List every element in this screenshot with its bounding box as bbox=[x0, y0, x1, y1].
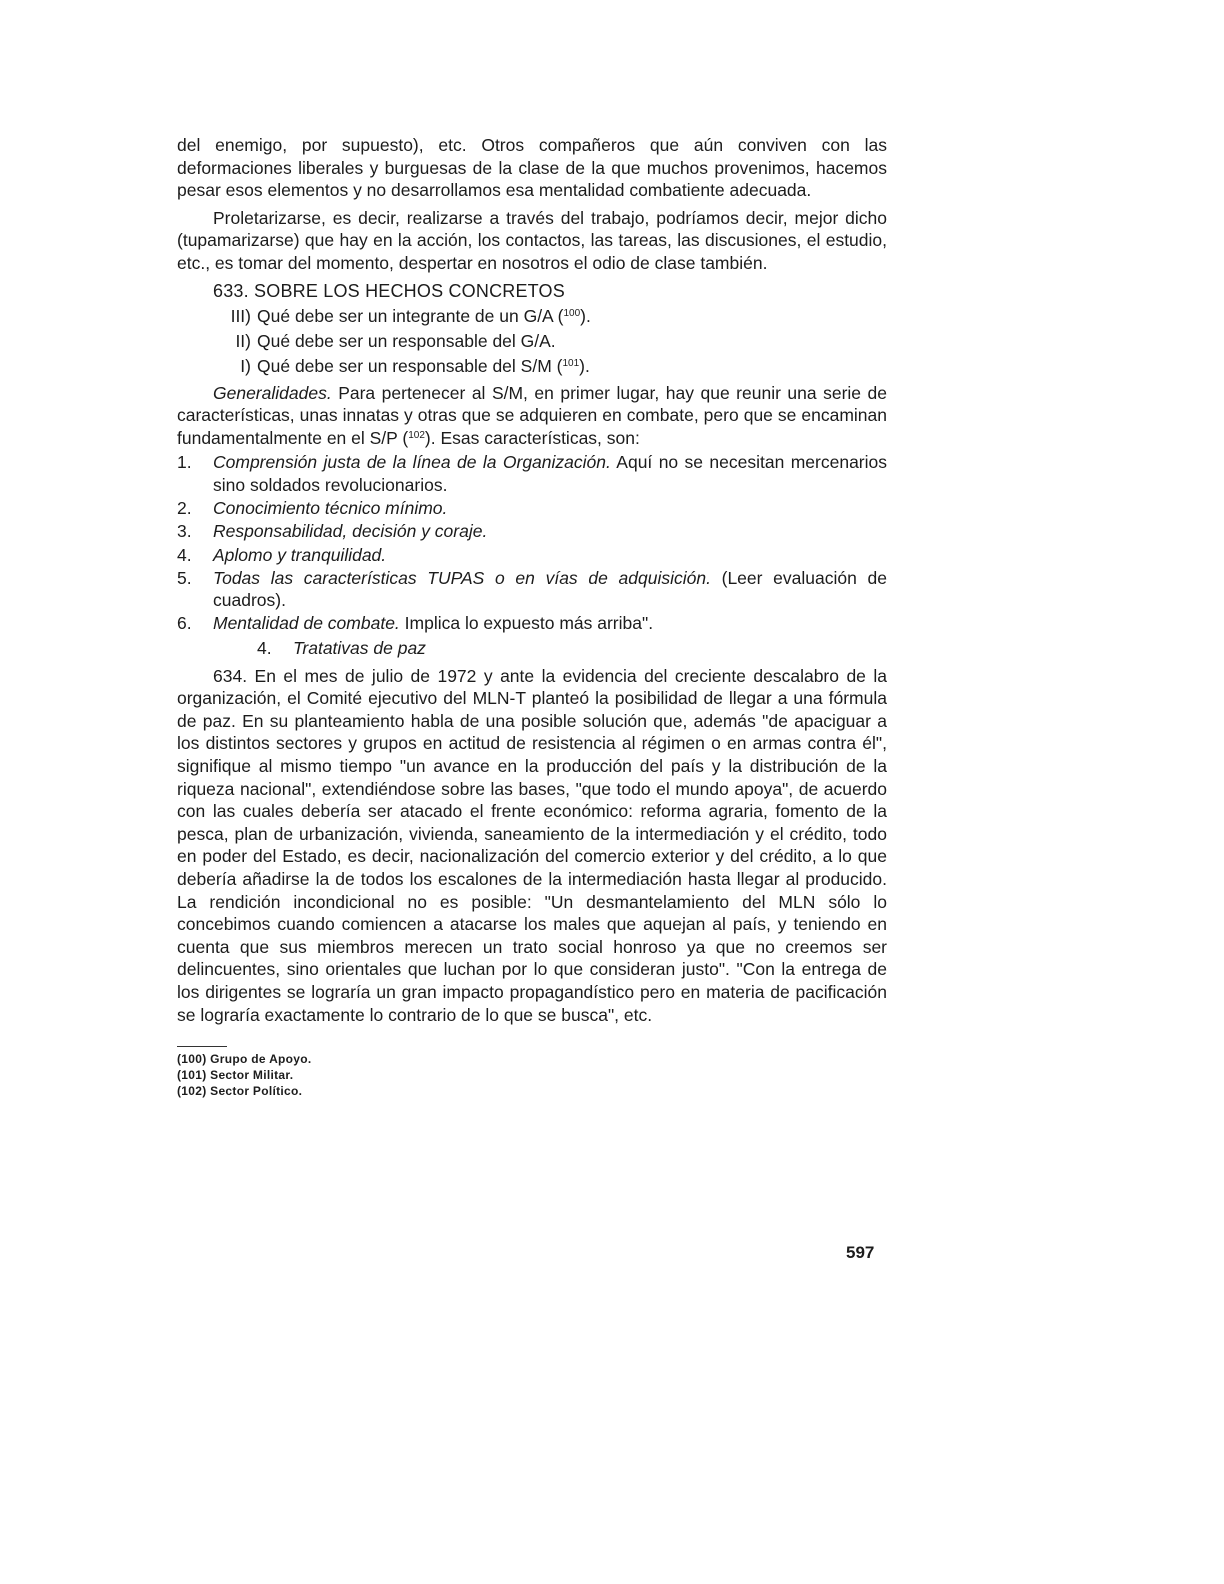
document-page bbox=[177, 134, 887, 1099]
list-number: 1. bbox=[177, 452, 192, 473]
list-item: 6. Mentalidad de combate. Implica lo expuesto más arriba". bbox=[177, 613, 654, 634]
body-paragraph: Proletarizarse, es decir, realizarse a través del trabajo, podríamos decir, mejor dicho (tupamarizarse) que hay en la acción, los contactos, las tareas, las discusiones, el estudio, etc., es tomar del momento, despertar en nosotros el odio de clase también. bbox=[177, 207, 887, 273]
list-number: 2. bbox=[177, 498, 192, 519]
generalidades-label: Generalidades. bbox=[213, 382, 332, 403]
roman-numeral: III) bbox=[230, 305, 251, 326]
footnote: (101) Sector Militar. bbox=[177, 1068, 294, 1083]
body-paragraph: 634. En el mes de julio de 1972 y ante la evidencia del creciente descalabro de la organización, el Comité ejecutivo del MLN-T planteó la posibilidad de llegar a una fórmula de paz. En su planteamiento habla de una posible solución que, además "de apaciguar a los distintos sectores y grupos en actitud de resistencia al régimen o en armas contra él", signifique al mismo tiempo "un avance en la producción del país y la distribución de la riqueza nacional", extendiéndose sobre las bases, "que todo el mundo apoya", de acuerdo con las cuales debería ser atacado el frente económico: reforma agraria, fomento de la pesca, plan de urbanización, vivienda, saneamiento de la intermediación y el crédito, todo en poder del Estado, es decir, nacionalización del comercio exterior y del crédito, a lo que debería añadirse la de todos los escalones de la intermediación hasta llegar al producido. La rendición incondicional no es posible: "Un desmantelamiento del MLN sólo lo concebimos cuando comiencen a atacarse los males que aquejan al país, y teniendo en cuenta que sus miembros merecen un trato social honroso ya que no creemos ser delincuentes, sino orientales que luchan por lo que consideran justo". "Con la entrega de los dirigentes se lograría un gran impacto propagandístico pero en materia de pacificación se lograría exactamente lo contrario de lo que se busca", etc. bbox=[177, 665, 887, 1025]
body-paragraph: del enemigo, por supuesto), etc. Otros compañeros que aún conviven con las deformaciones liberales y burguesas de la clase de la que muchos provenimos, hacemos pesar esos elementos y no desarrollamos esa mentalidad combatiente adecuada. bbox=[177, 135, 887, 201]
footnote-divider bbox=[177, 1046, 227, 1047]
list-item: 4. Aplomo y tranquilidad. bbox=[177, 544, 387, 565]
footnote-ref: 100 bbox=[563, 307, 581, 319]
list-item: 1. Comprensión justa de la línea de la Organización. Aquí no se necesitan mercenarios sino soldados revolucionarios. bbox=[177, 452, 888, 495]
footnote: (102) Sector Político. bbox=[177, 1084, 303, 1099]
list-number: 3. bbox=[177, 521, 192, 542]
page-number: 597 bbox=[846, 1243, 875, 1262]
roman-list-item bbox=[177, 354, 887, 379]
roman-item-text: Qué debe ser un responsable del S/M ($^{101}$). bbox=[257, 355, 590, 376]
generalidades-paragraph: Generalidades. Para pertenecer al S/M, en primer lugar, hay que reunir una serie de características, unas innatas y otras que se adquieren en combate, pero que se encaminan fundamentalmente en el S/P ($^{102}$). Esas características, son: bbox=[177, 382, 887, 448]
footnote-ref: 101 bbox=[562, 357, 580, 369]
list-number: 4. bbox=[177, 544, 192, 565]
roman-numeral: I) bbox=[240, 355, 251, 376]
roman-list-item bbox=[177, 329, 887, 354]
roman-item-text: Qué debe ser un responsable del G/A. bbox=[257, 330, 556, 351]
list-number: 6. bbox=[177, 613, 192, 634]
list-item: 2. Conocimiento técnico mínimo. bbox=[177, 498, 448, 519]
roman-numeral: II) bbox=[235, 330, 251, 351]
subsection-title: Tratativas de paz bbox=[293, 637, 426, 658]
subsection-number: 4. bbox=[257, 637, 272, 658]
characteristics-list bbox=[177, 451, 887, 635]
footnote: (100) Grupo de Apoyo. bbox=[177, 1052, 312, 1067]
list-number: 5. bbox=[177, 567, 192, 588]
roman-list-item bbox=[177, 304, 887, 329]
list-item: 3. Responsabilidad, decisión y coraje. bbox=[177, 521, 488, 542]
roman-item-text: Qué debe ser un integrante de un G/A ($^{100}$). bbox=[257, 305, 591, 326]
section-heading: 633. SOBRE LOS HECHOS CONCRETOS bbox=[213, 280, 565, 301]
list-item: 5. Todas las características TUPAS o en vías de adquisición. (Leer evaluación de cuadros). bbox=[177, 567, 887, 611]
subsection-heading bbox=[177, 636, 887, 660]
footnote-ref: 102 bbox=[408, 429, 425, 441]
